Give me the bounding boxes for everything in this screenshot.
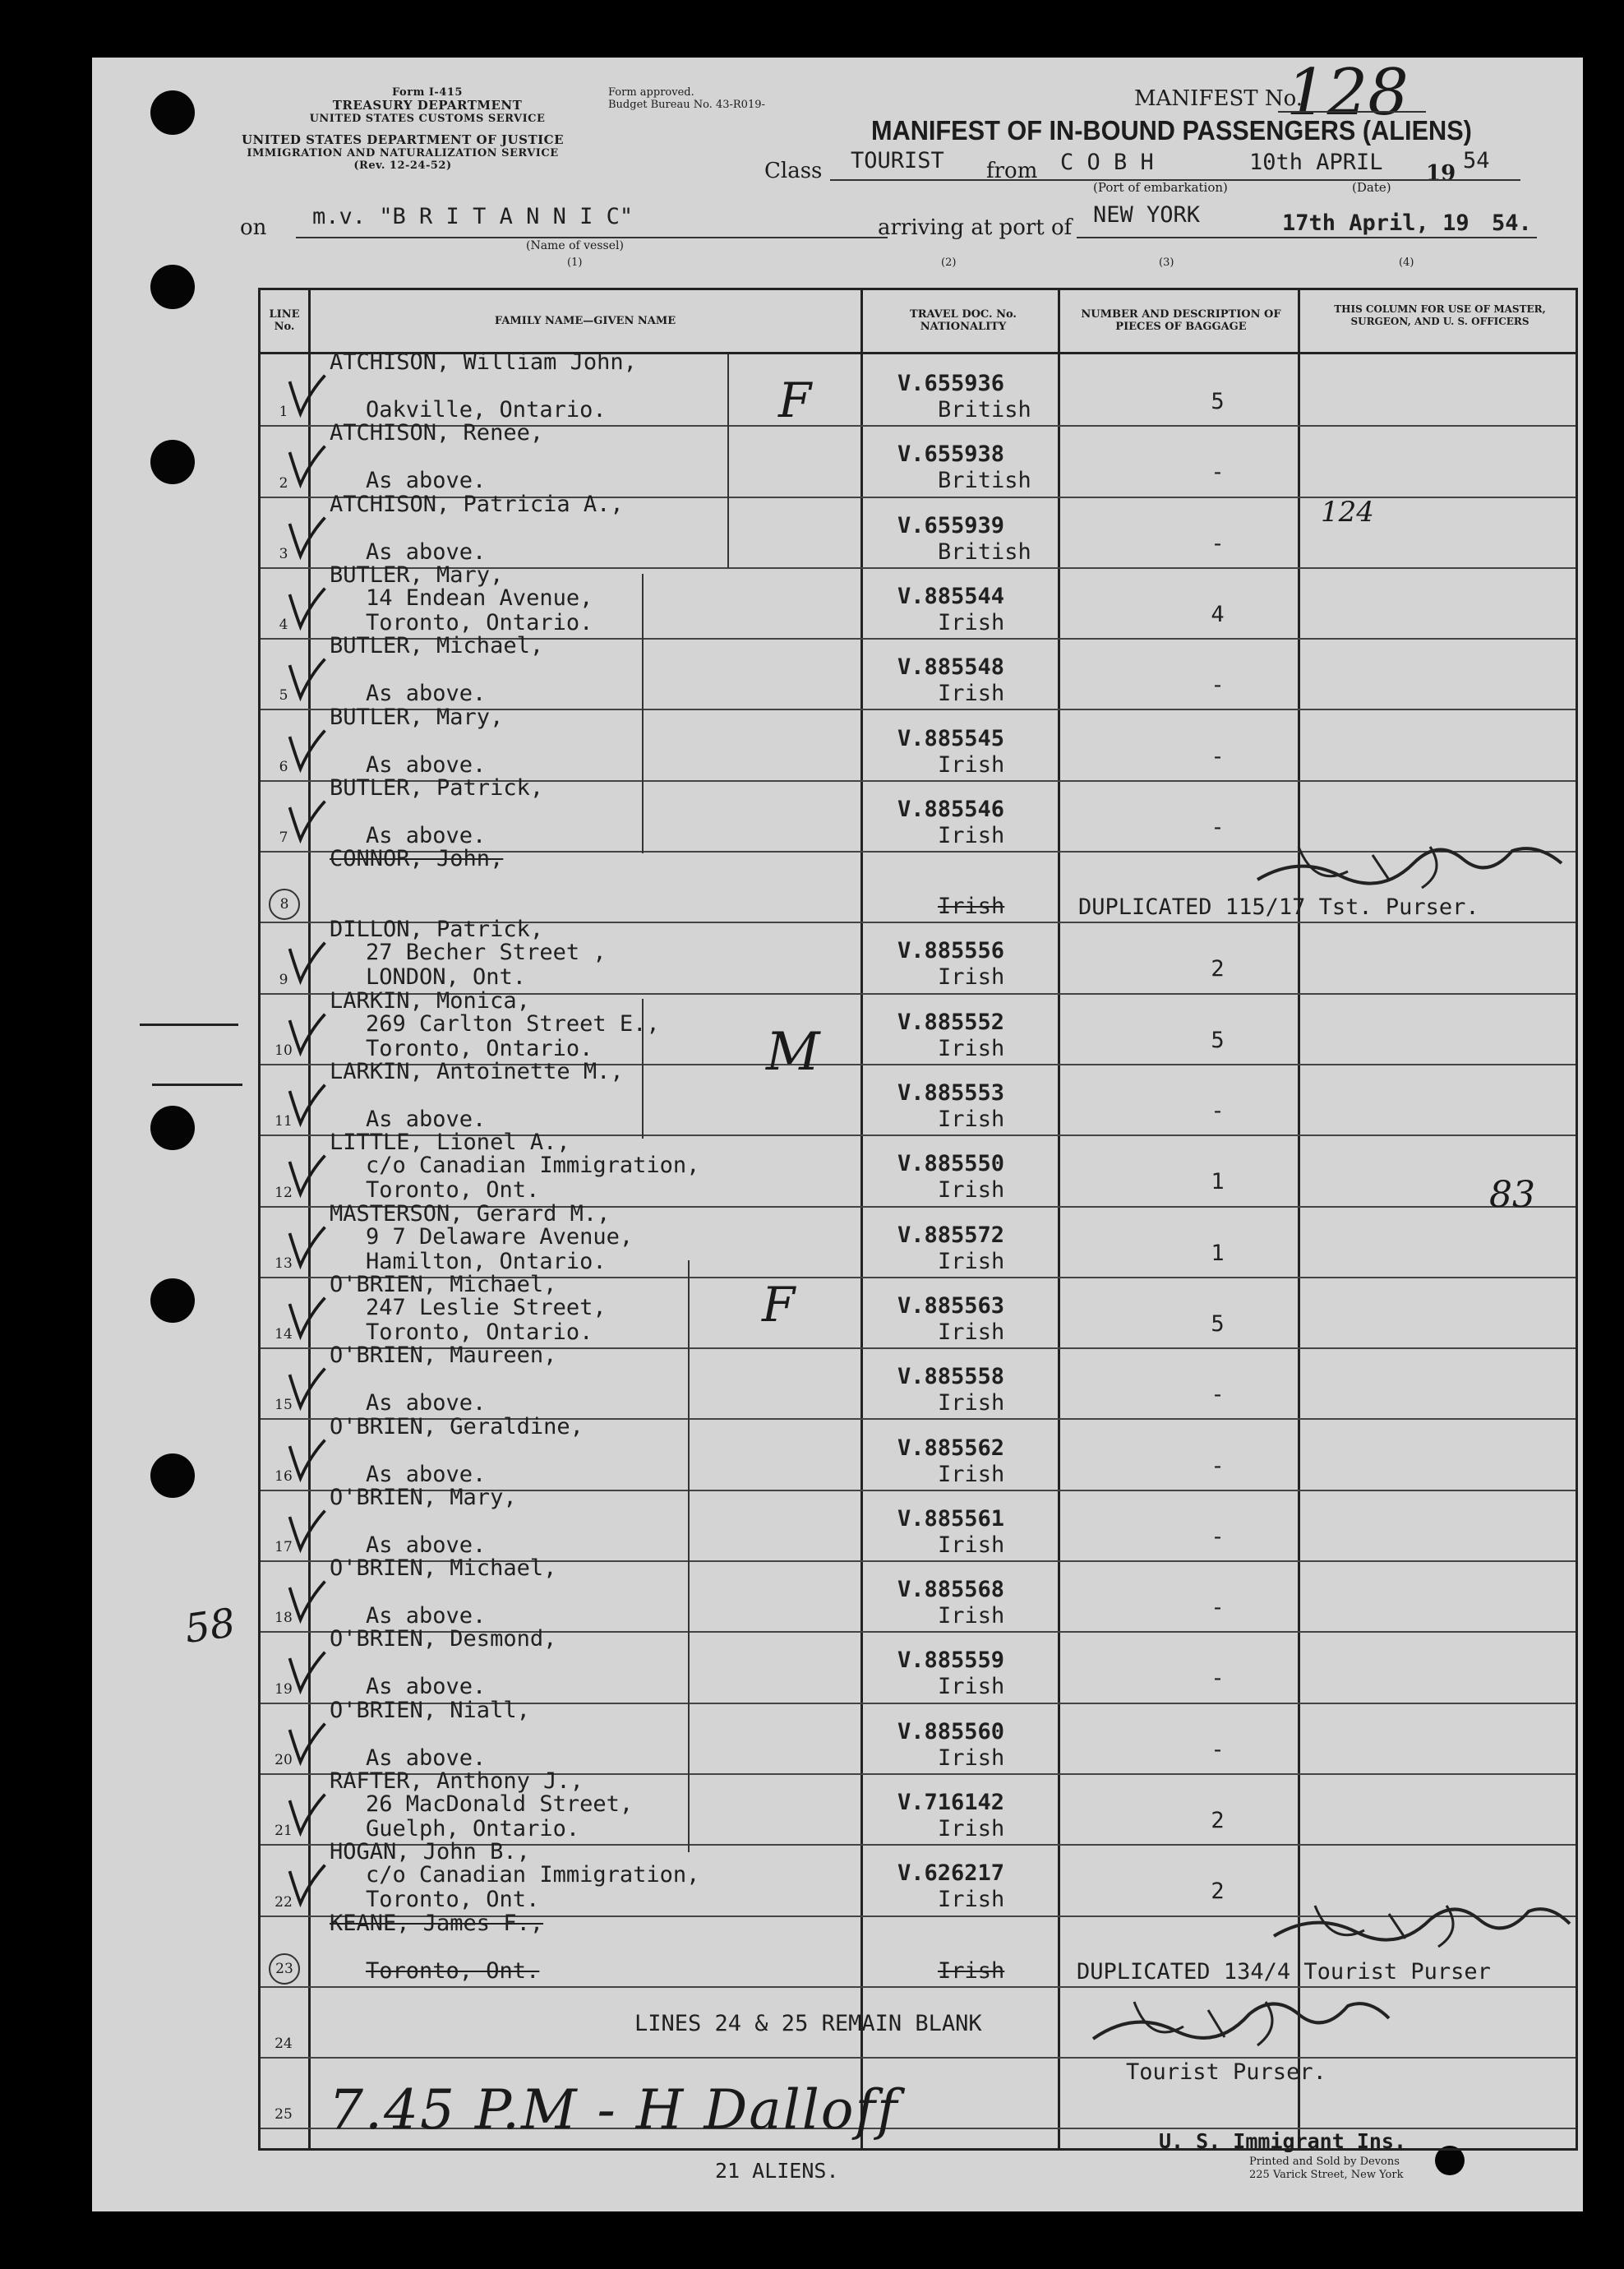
vessel-underline <box>296 237 888 238</box>
travel-doc-no: V.885545 <box>897 725 1005 751</box>
nationality: Irish <box>938 609 1005 635</box>
table-row <box>261 987 1576 1064</box>
checkmark-icon <box>284 1362 330 1412</box>
rev-date: (Rev. 12-24-52) <box>353 159 452 172</box>
arriving-label: arriving at port of <box>878 215 1073 240</box>
budget-no: Budget Bureau No. 43-R019- <box>608 99 765 111</box>
address-line: c/o Canadian Immigration, <box>366 1862 700 1888</box>
table-row <box>261 1342 1576 1418</box>
travel-doc-no: V.885559 <box>897 1647 1005 1674</box>
baggage-count: - <box>1211 743 1225 769</box>
baggage-count: 5 <box>1211 1027 1225 1053</box>
address-line: Toronto, Ontario. <box>366 609 593 635</box>
baggage-count: 2 <box>1211 1808 1225 1833</box>
manifest-label: MANIFEST No. <box>1134 86 1303 111</box>
time-note: 7.45 P.M - H Dalloff <box>329 2078 899 2142</box>
pencil-bracket <box>642 999 644 1139</box>
baggage-count: - <box>1211 1736 1225 1763</box>
passenger-name: O'BRIEN, Niall, <box>330 1697 530 1723</box>
duplicated-note-8: DUPLICATED 115/17 Tst. Purser. <box>1078 894 1479 920</box>
travel-doc-no: V.655938 <box>897 441 1005 468</box>
table-row <box>261 1697 1576 1773</box>
nationality: Irish <box>938 1461 1005 1487</box>
address-line: 14 Endean Avenue, <box>366 585 593 611</box>
address-line: 247 Leslie Street, <box>366 1294 607 1320</box>
line-number: 8 <box>269 889 300 920</box>
line-number: 18 <box>275 1610 293 1627</box>
checkmark-icon <box>284 1504 330 1554</box>
address-line: As above. <box>366 538 487 565</box>
checkmark-icon <box>284 653 330 702</box>
baggage-count: 4 <box>1211 601 1225 627</box>
nationality: British <box>938 397 1031 423</box>
travel-doc-no: V.885562 <box>897 1435 1005 1461</box>
col-num-1: (1) <box>567 256 583 269</box>
manifest-number: 128 <box>1286 56 1409 130</box>
passenger-name: BUTLER, Mary, <box>330 704 504 730</box>
nationality: Irish <box>938 1957 1005 1984</box>
baggage-count: 2 <box>1211 1879 1225 1905</box>
vessel-name: m.v. "B R I T A N N I C" <box>312 204 634 229</box>
passenger-name: LARKIN, Monica, <box>330 987 530 1014</box>
inspector-stamp: U. S. Immigrant Ins. <box>1159 2129 1407 2153</box>
table-row <box>261 1484 1576 1560</box>
pencil-bracket <box>642 574 644 853</box>
table-row <box>261 633 1576 709</box>
travel-doc-no: V.885556 <box>897 938 1005 964</box>
purser-signature <box>1085 1981 1397 2063</box>
line-number: 4 <box>279 617 288 634</box>
class-value: TOURIST <box>851 148 944 173</box>
manifest-number-underline <box>1278 111 1426 113</box>
checkmark-icon <box>284 1575 330 1624</box>
line-number: 1 <box>279 404 288 421</box>
punch-hole <box>150 1106 195 1150</box>
baggage-count: - <box>1211 1666 1225 1692</box>
nationality: Irish <box>938 964 1005 991</box>
form-block <box>304 86 551 125</box>
port-caption: (Port of embarkation) <box>1093 180 1228 195</box>
embark-port: C O B H <box>1060 150 1154 175</box>
line-number: 7 <box>279 830 288 847</box>
manifest-table <box>258 288 1578 2151</box>
col-head-officers: THIS COLUMN FOR USE OF MASTER, SURGEON, AND U. S. OFFICERS <box>1334 303 1546 327</box>
blank-lines-note: LINES 24 & 25 REMAIN BLANK <box>634 2011 982 2036</box>
travel-doc-no: V.885563 <box>897 1292 1005 1319</box>
address-line: As above. <box>366 1390 487 1416</box>
nationality: British <box>938 468 1031 494</box>
address-line: As above. <box>366 1107 487 1132</box>
baggage-count: - <box>1211 814 1225 840</box>
line-number: 25 <box>275 2106 293 2123</box>
passenger-name: DILLON, Patrick, <box>330 917 544 943</box>
table-row <box>261 1271 1576 1347</box>
travel-doc-no: V.626217 <box>897 1860 1005 1887</box>
address-line: As above. <box>366 681 487 707</box>
address-line: As above. <box>366 468 487 494</box>
checkmark-icon <box>284 936 330 986</box>
line-number: 23 <box>269 1953 300 1985</box>
passenger-name: ATCHISON, William John, <box>330 349 637 375</box>
baggage-count: 5 <box>1211 389 1225 414</box>
travel-doc-no: V.885572 <box>897 1222 1005 1248</box>
nationality: British <box>938 538 1031 565</box>
margin-mark <box>152 1084 242 1086</box>
address-line: Toronto, Ont. <box>366 1887 540 1913</box>
passenger-name: MASTERSON, Gerard M., <box>330 1200 611 1227</box>
nationality: Irish <box>938 894 1005 920</box>
checkmark-icon <box>284 582 330 631</box>
nationality: Irish <box>938 1603 1005 1629</box>
travel-doc-no: V.885544 <box>897 583 1005 609</box>
line-number: 21 <box>275 1823 293 1840</box>
vessel-caption: (Name of vessel) <box>526 239 624 252</box>
punch-hole <box>150 1278 195 1323</box>
address-line: Hamilton, Ontario. <box>366 1248 607 1274</box>
checkmark-icon <box>284 1292 330 1341</box>
on-label: on <box>240 215 267 240</box>
nationality: Irish <box>938 1744 1005 1771</box>
nationality: Irish <box>938 1248 1005 1274</box>
year-prefix: 19 <box>1426 161 1456 186</box>
travel-doc-no: V.885550 <box>897 1151 1005 1177</box>
passenger-name: BUTLER, Michael, <box>330 633 544 659</box>
passenger-name: O'BRIEN, Desmond, <box>330 1626 557 1652</box>
col-num-3: (3) <box>1159 256 1174 269</box>
margin-mark <box>140 1024 238 1026</box>
baggage-count: - <box>1211 1523 1225 1550</box>
printer-address: 225 Varick Street, New York <box>1249 2169 1404 2181</box>
passenger-name: ATCHISON, Renee, <box>330 420 544 446</box>
col-head-doc: TRAVEL DOC. No. NATIONALITY <box>910 308 1017 333</box>
travel-doc-no: V.655936 <box>897 371 1005 396</box>
table-row <box>261 491 1576 567</box>
table-row <box>261 1130 1576 1205</box>
tourist-purser: Tourist Purser. <box>1126 2059 1326 2085</box>
passenger-name: O'BRIEN, Mary, <box>330 1484 517 1510</box>
col-head-name: FAMILY NAME—GIVEN NAME <box>494 315 676 327</box>
address-line: As above. <box>366 822 487 848</box>
address-line: As above. <box>366 1603 487 1629</box>
arrival-underline <box>1077 237 1537 238</box>
purser-signature <box>1249 830 1578 904</box>
table-row <box>261 561 1576 638</box>
group-mark-m: M <box>766 1022 820 1083</box>
baggage-count: - <box>1211 1382 1225 1408</box>
table-row <box>261 1626 1576 1702</box>
travel-doc-no: V.716142 <box>897 1790 1005 1815</box>
checkmark-icon <box>284 1434 330 1483</box>
punch-hole <box>150 440 195 484</box>
checkmark-icon <box>284 1646 330 1695</box>
travel-doc-no: V.885552 <box>897 1009 1005 1035</box>
nationality: Irish <box>938 1035 1005 1061</box>
line-number: 20 <box>275 1751 293 1768</box>
group-mark-f2: F <box>762 1277 796 1333</box>
address-line: As above. <box>366 1461 487 1487</box>
checkmark-icon <box>284 511 330 561</box>
line-number: 14 <box>275 1326 293 1343</box>
table-row <box>261 1413 1576 1490</box>
arrival-port: NEW YORK <box>1093 202 1201 228</box>
passenger-name: O'BRIEN, Michael, <box>330 1555 557 1582</box>
checkmark-icon <box>284 1717 330 1767</box>
arrival-date: 17th April, 19 <box>1282 210 1469 236</box>
class-label: Class <box>764 159 823 183</box>
line-number: 17 <box>275 1539 293 1556</box>
passenger-name: LITTLE, Lionel A., <box>330 1130 570 1156</box>
travel-doc-no: V.885560 <box>897 1718 1005 1744</box>
line-number: 11 <box>275 1113 293 1130</box>
nationality: Irish <box>938 1107 1005 1132</box>
date-caption: (Date) <box>1352 180 1391 195</box>
passenger-name: O'BRIEN, Geraldine, <box>330 1413 584 1439</box>
form-approved: Form approved. <box>608 86 694 99</box>
table-row <box>261 917 1576 992</box>
address-line: Guelph, Ontario. <box>366 1816 580 1842</box>
baggage-count: 1 <box>1211 1169 1225 1195</box>
passenger-name: RAFTER, Anthony J., <box>330 1768 584 1794</box>
line-number: 2 <box>279 474 288 492</box>
col-head-baggage: NUMBER AND DESCRIPTION OF PIECES OF BAGGAGE <box>1081 308 1281 333</box>
justice-name: UNITED STATES DEPARTMENT OF JUSTICE <box>241 132 565 147</box>
address-line: 269 Carlton Street E., <box>366 1010 660 1037</box>
officer-mark-124: 124 <box>1321 496 1374 529</box>
line-number: 3 <box>279 545 288 562</box>
line-number: 16 <box>275 1467 293 1485</box>
checkmark-icon <box>284 440 330 489</box>
nationality: Irish <box>938 1674 1005 1700</box>
line-number: 12 <box>275 1184 293 1201</box>
punch-hole <box>150 265 195 309</box>
address-line: As above. <box>366 1744 487 1771</box>
baggage-count: - <box>1211 1098 1225 1124</box>
printer-line: Printed and Sold by Devons <box>1249 2156 1400 2168</box>
passenger-name: KEANE, James F., <box>330 1910 544 1936</box>
baggage-count: - <box>1211 1453 1225 1479</box>
address-line: 27 Becher Street , <box>366 940 607 966</box>
passenger-name: LARKIN, Antoinette M., <box>330 1059 624 1084</box>
pencil-bracket <box>688 1260 690 1852</box>
baggage-count: - <box>1211 530 1225 557</box>
page-title: MANIFEST OF IN-BOUND PASSENGERS (ALIENS) <box>871 115 1472 146</box>
line-number: 19 <box>275 1680 293 1698</box>
address-line: 9 7 Delaware Avenue, <box>366 1223 634 1250</box>
passenger-name: BUTLER, Patrick, <box>330 774 544 801</box>
punch-hole <box>150 90 195 135</box>
purser-signature <box>1266 1891 1578 1965</box>
travel-doc-no: V.655939 <box>897 512 1005 538</box>
checkmark-icon <box>284 1008 330 1057</box>
table-row <box>261 1768 1576 1844</box>
line-number: 22 <box>275 1893 293 1911</box>
checkmark-icon <box>284 1079 330 1128</box>
side-mark: 58 <box>182 1600 238 1652</box>
table-row <box>261 1200 1576 1277</box>
passenger-name: CONNOR, John, <box>330 846 504 872</box>
line-number: 15 <box>275 1397 293 1414</box>
baggage-count: 1 <box>1211 1240 1225 1266</box>
embark-year: 54 <box>1463 148 1490 173</box>
form-approved-block <box>608 86 797 111</box>
pencil-bracket <box>727 354 729 568</box>
address-line: Oakville, Ontario. <box>366 397 607 423</box>
address-line: Toronto, Ontario. <box>366 1319 593 1345</box>
address-line: c/o Canadian Immigration, <box>366 1153 700 1179</box>
address-line: Toronto, Ontario. <box>366 1035 593 1061</box>
officer-mark-83: 83 <box>1489 1174 1535 1216</box>
ins-name: IMMIGRATION AND NATURALIZATION SERVICE <box>247 147 559 159</box>
nationality: Irish <box>938 822 1005 848</box>
nationality: Irish <box>938 1390 1005 1416</box>
passenger-name: O'BRIEN, Maureen, <box>330 1342 557 1369</box>
address-line: Toronto, Ont. <box>366 1957 540 1984</box>
travel-doc-no: V.885548 <box>897 654 1005 681</box>
nationality: Irish <box>938 681 1005 707</box>
col-num-4: (4) <box>1399 256 1414 269</box>
address-line: Toronto, Ont. <box>366 1177 540 1204</box>
checkmark-icon <box>284 1149 330 1199</box>
table-row <box>261 349 1576 425</box>
checkmark-icon <box>284 724 330 774</box>
table-row <box>261 1555 1576 1631</box>
nationality: Irish <box>938 1177 1005 1204</box>
group-mark-f1: F <box>778 372 812 428</box>
nationality: Irish <box>938 1319 1005 1345</box>
passenger-name: BUTLER, Mary, <box>330 561 504 588</box>
table-row <box>261 420 1576 496</box>
checkmark-icon <box>284 1221 330 1270</box>
line-number: 6 <box>279 758 288 775</box>
address-line: As above. <box>366 751 487 778</box>
table-row <box>261 1059 1576 1134</box>
punch-hole <box>150 1453 195 1498</box>
col-head-line: LINE No. <box>269 308 300 333</box>
baggage-count: 5 <box>1211 1310 1225 1337</box>
line-number: 24 <box>275 2036 293 2053</box>
embark-date: 10th APRIL <box>1249 150 1383 175</box>
form-id: Form I-415 <box>392 86 463 99</box>
line-number: 9 <box>279 971 288 988</box>
nationality: Irish <box>938 1816 1005 1842</box>
travel-doc-no: V.885568 <box>897 1577 1005 1603</box>
nationality: Irish <box>938 1532 1005 1558</box>
travel-doc-no: V.885546 <box>897 796 1005 822</box>
passenger-name: ATCHISON, Patricia A., <box>330 491 624 517</box>
line-number: 13 <box>275 1255 293 1272</box>
baggage-count: - <box>1211 1595 1225 1621</box>
checkmark-icon <box>284 1788 330 1837</box>
line-number: 10 <box>275 1042 293 1059</box>
nationality: Irish <box>938 751 1005 778</box>
checkmark-icon <box>284 369 330 418</box>
address-line: LONDON, Ont. <box>366 964 527 991</box>
nationality: Irish <box>938 1887 1005 1913</box>
duplicated-note-23: DUPLICATED 134/4 Tourist Purser <box>1077 1959 1491 1985</box>
checkmark-icon <box>284 795 330 844</box>
baggage-count: - <box>1211 672 1225 699</box>
dept-name: TREASURY DEPARTMENT <box>332 98 523 113</box>
passenger-name: HOGAN, John B., <box>330 1839 530 1865</box>
table-row <box>261 704 1576 780</box>
baggage-count: - <box>1211 460 1225 486</box>
address-line: 26 MacDonald Street, <box>366 1791 634 1817</box>
address-line: As above. <box>366 1674 487 1700</box>
customs-name: UNITED STATES CUSTOMS SERVICE <box>309 113 546 125</box>
line-number: 5 <box>279 687 288 705</box>
travel-doc-no: V.885553 <box>897 1080 1005 1106</box>
aliens-total: 21 ALIENS. <box>715 2159 839 2183</box>
checkmark-icon <box>284 1859 330 1908</box>
col-num-2: (2) <box>941 256 957 269</box>
address-line: As above. <box>366 1532 487 1558</box>
arrival-year: 54. <box>1492 210 1532 236</box>
baggage-count: 2 <box>1211 956 1225 982</box>
from-label: from <box>986 159 1038 183</box>
justice-block <box>193 133 612 172</box>
passenger-name: O'BRIEN, Michael, <box>330 1271 557 1297</box>
travel-doc-no: V.885561 <box>897 1505 1005 1532</box>
travel-doc-no: V.885558 <box>897 1364 1005 1390</box>
